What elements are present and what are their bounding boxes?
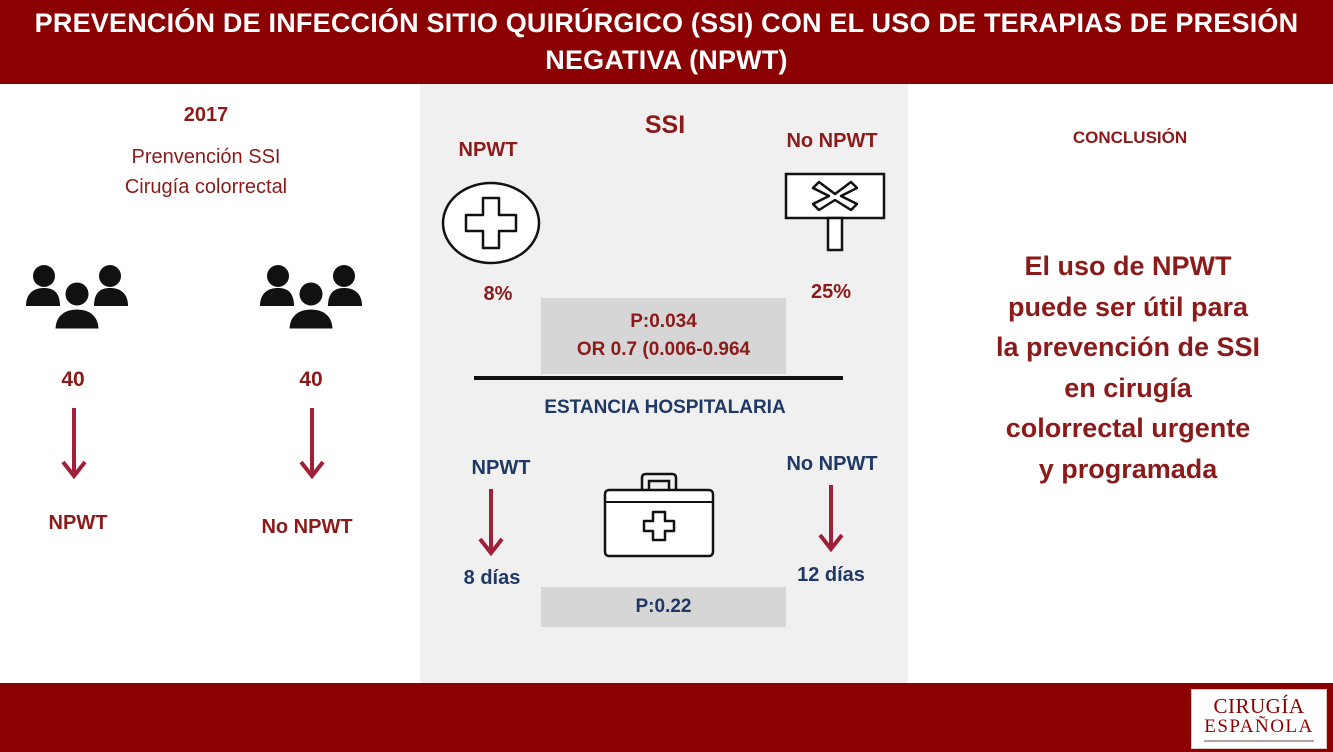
group2-count: 40 — [299, 368, 323, 391]
ssi-odds-ratio: OR 0.7 (0.006-0.964 — [576, 339, 751, 360]
ssi-npwt-value: 8% — [483, 283, 513, 305]
ssi-stats-box — [541, 298, 786, 374]
conclusion-line: puede ser útil para — [1007, 291, 1249, 322]
study-subtitle-line1: Prenvención SSI — [131, 146, 281, 168]
arrow-down-icon — [298, 406, 326, 480]
conclusion-line: El uso de NPWT — [1024, 251, 1232, 281]
logo-line2: ESPAÑOLA — [1204, 716, 1314, 737]
plus-circle-icon — [440, 180, 542, 266]
journal-logo — [1191, 689, 1327, 749]
conclusion-line: colorrectal urgente — [1005, 413, 1251, 443]
stay-title: ESTANCIA HOSPITALARIA — [544, 397, 786, 418]
section-divider — [474, 376, 843, 380]
group2-label: No NPWT — [261, 516, 353, 538]
page-title: PREVENCIÓN DE INFECCIÓN SITIO QUIRÚRGICO (SSI) CON EL USO DE TERAPIAS DE PRESIÓN NEGATIVA (NPWT) — [34, 8, 1299, 75]
ssi-title: SSI — [644, 111, 686, 139]
ssi-no-npwt-label: No NPWT — [786, 130, 878, 152]
people-group-icon — [258, 262, 364, 332]
stay-npwt-label: NPWT — [471, 457, 531, 479]
arrow-down-icon — [817, 483, 845, 553]
ssi-no-npwt-value: 25% — [810, 281, 852, 303]
stay-no-npwt-label: No NPWT — [786, 453, 878, 475]
ssi-npwt-label: NPWT — [458, 139, 518, 161]
year-label: 2017 — [183, 104, 229, 126]
arrow-down-icon — [477, 487, 505, 557]
stay-p-value: P:0.22 — [635, 596, 692, 617]
logo-subline — [1204, 740, 1314, 742]
conclusion-line: en cirugía — [1064, 372, 1192, 403]
stay-no-npwt-value: 12 días — [797, 564, 865, 586]
header-banner — [0, 0, 1333, 84]
group1-count: 40 — [61, 368, 85, 391]
arrow-down-icon — [60, 406, 88, 480]
x-sign-icon — [783, 170, 887, 254]
footer-banner — [0, 683, 1333, 752]
stay-stats-box — [541, 587, 786, 627]
stay-npwt-value: 8 días — [463, 567, 521, 589]
people-group-icon — [24, 262, 130, 332]
ssi-p-value: P:0.034 — [630, 311, 697, 332]
conclusion-line: y programada — [1038, 453, 1218, 484]
medical-kit-icon — [602, 472, 716, 560]
study-subtitle-line2: Cirugía colorrectal — [124, 176, 288, 198]
conclusion-line: la prevención de SSI — [995, 332, 1261, 362]
logo-line1: CIRUGÍA — [1213, 694, 1305, 718]
conclusion-heading: CONCLUSIÓN — [1072, 128, 1188, 147]
group1-label: NPWT — [48, 512, 108, 534]
conclusion-text — [960, 246, 1296, 489]
